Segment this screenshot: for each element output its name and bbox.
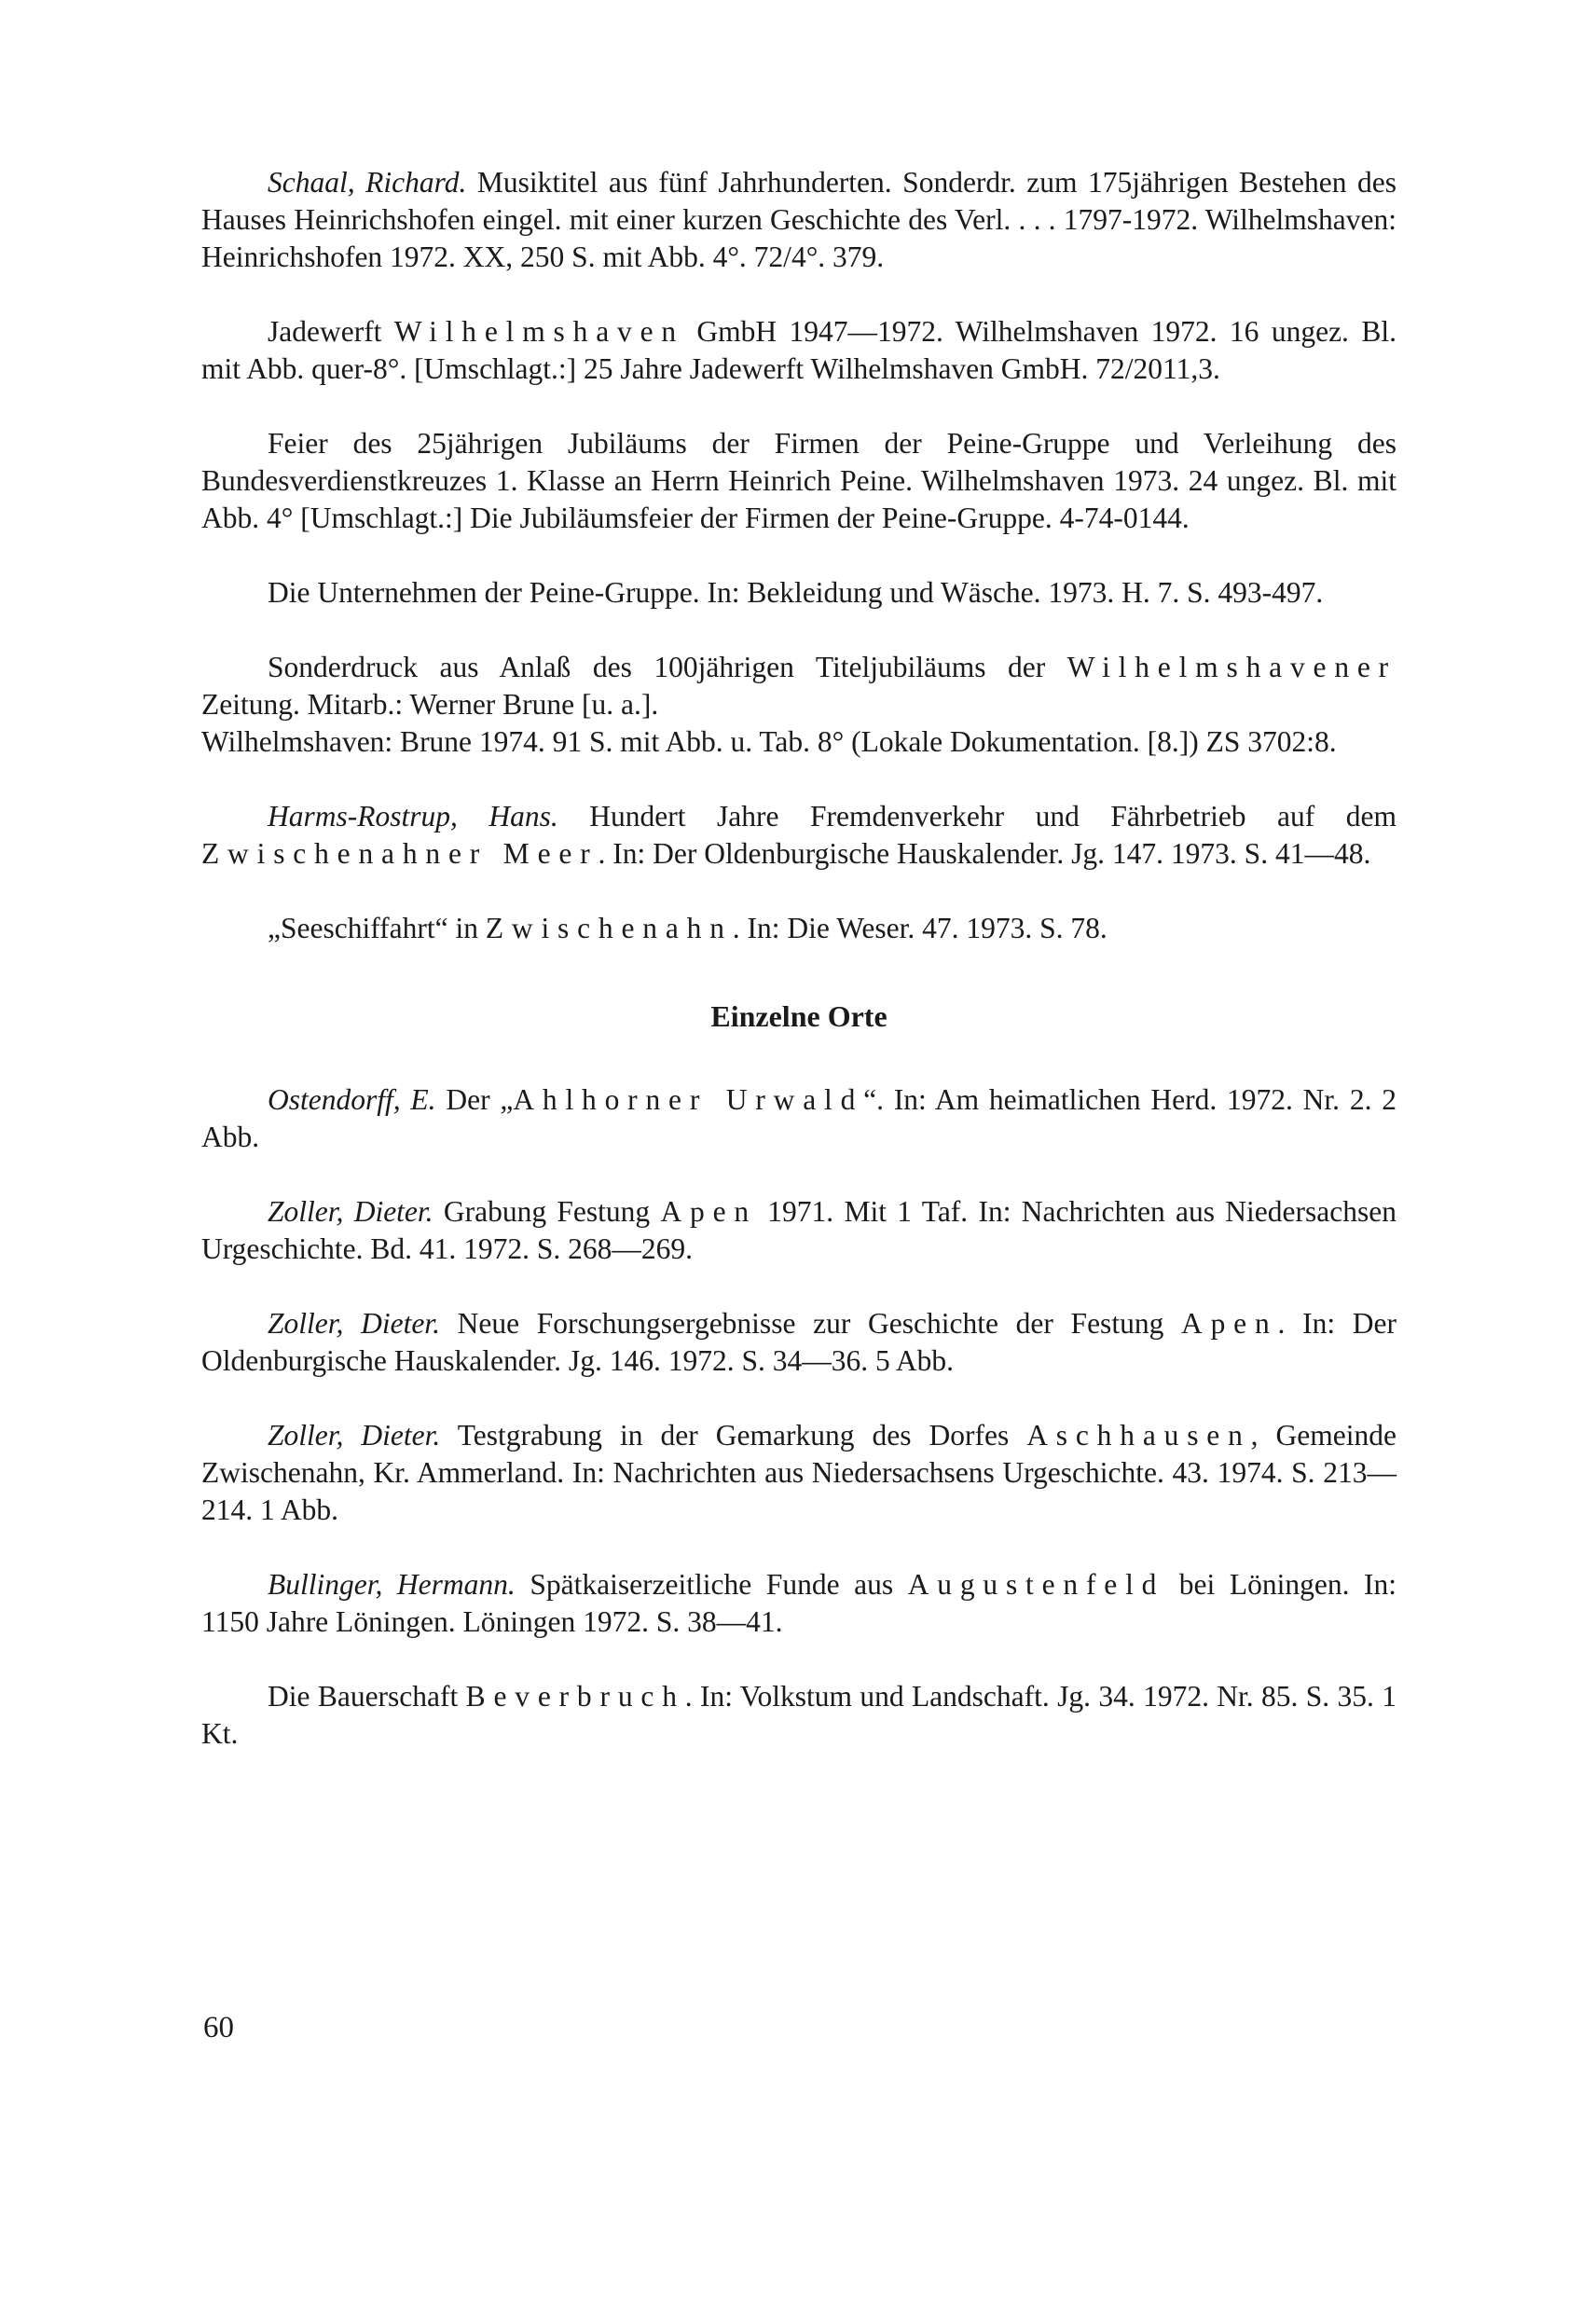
entry-spaced-place: Zwischenahn bbox=[485, 912, 733, 944]
bibliography-entry bbox=[201, 1678, 1396, 1753]
entry-text-line2: Wilhelmshaven: Brune 1974. 91 S. mit Abb. u. Tab. 8° (Lokale Dokumentation. [8.]) ZS 3702:8. bbox=[201, 725, 1337, 758]
entry-author: Harms-Rostrup, Hans. bbox=[268, 800, 558, 833]
entry-author: Zoller, Dieter. bbox=[268, 1419, 441, 1452]
page-number: 60 bbox=[203, 2011, 234, 2044]
entry-spaced-place: Beverbruch bbox=[465, 1680, 685, 1713]
bibliography-entry bbox=[201, 798, 1396, 873]
entry-text: . In: Die Weser. 47. 1973. S. 78. bbox=[732, 912, 1108, 944]
bibliography-entry bbox=[201, 164, 1396, 276]
entry-text-pre: Die Bauerschaft bbox=[268, 1680, 466, 1713]
bibliography-entry bbox=[201, 1305, 1396, 1380]
bibliography-entry bbox=[201, 649, 1396, 761]
entry-spaced-place: Zwischenahner Meer bbox=[201, 837, 598, 870]
bibliography-entry bbox=[201, 1193, 1396, 1268]
bibliography-entry bbox=[201, 425, 1396, 537]
entry-text-pre: Jadewerft bbox=[268, 315, 394, 348]
section-heading: Einzelne Orte bbox=[710, 999, 887, 1033]
entry-text: bei Löningen. In: 1150 Jahre Löningen. Löningen 1972. S. 38—41. bbox=[201, 1568, 1397, 1638]
entry-spaced-place: Ahlhorner Urwald bbox=[513, 1083, 864, 1116]
entry-author: Zoller, Dieter. bbox=[268, 1195, 433, 1228]
entry-text: Die Unternehmen der Peine-Gruppe. In: Bekleidung und Wäsche. 1973. H. 7. S. 493-497. bbox=[268, 576, 1324, 609]
entry-author: Ostendorff, E. bbox=[268, 1083, 436, 1116]
entry-spaced-place: Augustenfeld bbox=[907, 1568, 1165, 1601]
entry-text-pre: Spätkaiserzeitliche Funde aus bbox=[515, 1568, 908, 1601]
entry-author: Schaal, Richard. bbox=[268, 166, 467, 199]
bibliography-entry bbox=[201, 574, 1396, 612]
entry-spaced-place: Aschhausen bbox=[1026, 1419, 1251, 1452]
entry-text-pre: Sonderdruck aus Anlaß des 100jährigen Titeljubiläums der bbox=[268, 651, 1067, 683]
entry-text-pre: Hundert Jahre Fremdenverkehr und Fährbetrieb auf dem bbox=[557, 800, 1396, 833]
entry-text-pre: „Seeschiffahrt“ in bbox=[268, 912, 486, 944]
page-content bbox=[201, 164, 1396, 1790]
bibliography-entry bbox=[201, 1417, 1396, 1529]
entry-spaced-place: Apen bbox=[1181, 1307, 1278, 1340]
entry-text: GmbH 1947—1972. Wilhelmshaven 1972. 16 ungez. Bl. mit Abb. quer-8°. [Umschlagt.:] 25 Jahre Jadewerft Wilhelmshaven GmbH. 72/2011,3. bbox=[201, 315, 1396, 385]
bibliography-entry bbox=[201, 910, 1396, 947]
entry-text-pre: Der „ bbox=[435, 1083, 514, 1116]
entry-text-pre: Testgrabung in der Gemarkung des Dorfes bbox=[440, 1419, 1027, 1452]
entry-text: . In: Der Oldenburgische Hauskalender. Jg. 146. 1972. S. 34—36. 5 Abb. bbox=[201, 1307, 1396, 1377]
entry-text: 1971. Mit 1 Taf. In: Nachrichten aus Niedersachsen Urgeschichte. Bd. 41. 1972. S. 268—269. bbox=[201, 1195, 1396, 1265]
entry-spaced-place: Apen bbox=[660, 1195, 757, 1228]
entry-spaced-place: Wilhelmshavener bbox=[1066, 651, 1396, 683]
bibliography-entry bbox=[201, 1081, 1396, 1156]
entry-text: , Gemeinde Zwischenahn, Kr. Ammerland. In: Nachrichten aus Niedersachsens Urgeschichte. 43. 1974. S. 213—214. 1 Abb. bbox=[201, 1419, 1396, 1526]
entry-text: Zeitung. Mitarb.: Werner Brune [u. a.]. bbox=[201, 688, 659, 721]
entry-text: . In: Der Oldenburgische Hauskalender. Jg. 147. 1973. S. 41—48. bbox=[598, 837, 1371, 870]
bibliography-entry bbox=[201, 1566, 1396, 1641]
entry-text-pre: Grabung Festung bbox=[433, 1195, 661, 1228]
entry-author: Bullinger, Hermann. bbox=[268, 1568, 516, 1601]
entry-text: Feier des 25jährigen Jubiläums der Firmen der Peine-Gruppe und Verleihung des Bundesverdienstkreuzes 1. Klasse an Herrn Heinrich Peine. Wilhelmshaven 1973. 24 ungez. Bl. mit Abb. 4° [Umschlagt.:] Die Jubiläumsfeier der Firmen der Peine-Gruppe. 4-74-0144. bbox=[201, 427, 1396, 534]
entry-spaced-place: Wilhelmshaven bbox=[393, 315, 684, 348]
entry-text: . In: Volkstum und Landschaft. Jg. 34. 1972. Nr. 85. S. 35. 1 Kt. bbox=[201, 1680, 1396, 1750]
entry-text: “. In: Am heimatlichen Herd. 1972. Nr. 2. 2 Abb. bbox=[201, 1083, 1396, 1153]
entry-author: Zoller, Dieter. bbox=[268, 1307, 440, 1340]
bibliography-entry bbox=[201, 313, 1396, 388]
entry-text-pre: Neue Forschungsergebnisse zur Geschichte der Festung bbox=[439, 1307, 1182, 1340]
entry-text: Musiktitel aus fünf Jahrhunderten. Sonderdr. zum 175jährigen Bestehen des Hauses Heinrichshofen eingel. mit einer kurzen Geschichte des Verl. . . . 1797-1972. Wilhelmshaven: Heinrichshofen 1972. XX, 250 S. mit Abb. 4°. 72/4°. 379. bbox=[201, 166, 1396, 273]
